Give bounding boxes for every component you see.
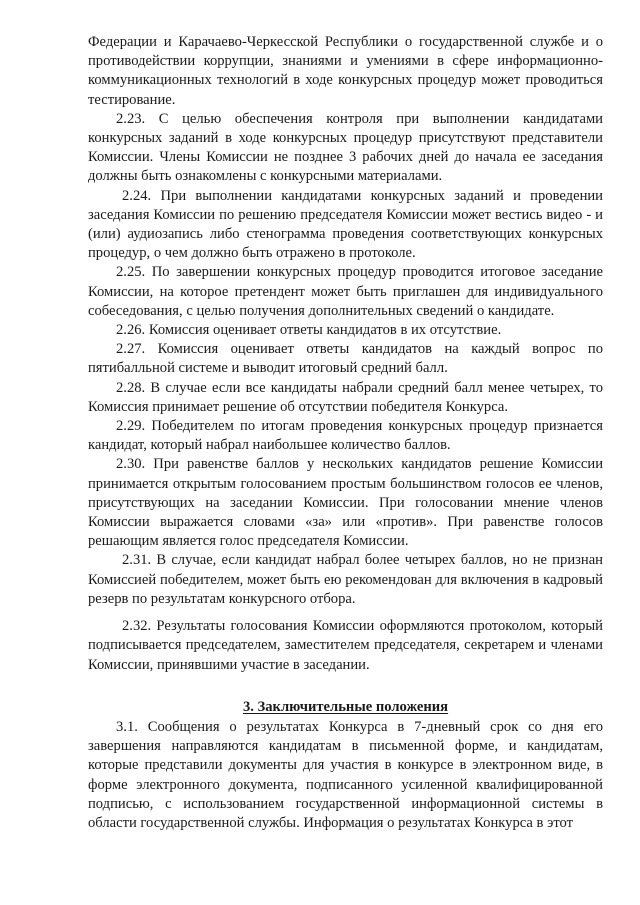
paragraph-2-32: 2.32. Результаты голосования Комиссии оформляются протоколом, который подписывается председателем, заместителем председателя, секретарем и членами Комиссии, принявшими участие в заседании.	[88, 618, 603, 673]
paragraph-continuation: Федерации и Карачаево-Черкесской Республики о государственной службе и о противодействии коррупции, знаниями и умениями в сфере информационно-коммуникационных технологий в ходе конкурсных процедур может проводиться тестирование.	[88, 34, 603, 108]
paragraph-3-1: 3.1. Сообщения о результатах Конкурса в 7-дневный срок со дня его завершения направляются кандидатам в письменной форме, и кандидатам, которые представили документы для участия в конкурсе в электронном виде, в форме электронного документа, подписанного усиленной квалифицированной подписью, с использованием государственной информационной системы в области государственной службы. Информация о результатах Конкурса в этот	[88, 718, 603, 831]
paragraph-2-26: 2.26. Комиссия оценивает ответы кандидатов в их отсутствие.	[116, 322, 502, 339]
paragraph-2-29: 2.29. Победителем по итогам проведения конкурсных процедур признается кандидат, который набрал наибольшее количество баллов.	[88, 418, 603, 454]
paragraph-2-31: 2.31. В случае, если кандидат набрал более четырех баллов, но не признан Комиссией победителем, может быть ею рекомендован для включения в кадровый резерв по результатам конкурсного отбора.	[88, 552, 603, 607]
section-heading: 3. Заключительные положения	[242, 698, 449, 715]
paragraph-2-24: 2.24. При выполнении кандидатами конкурсных заданий и проведении заседания Комиссии по решению председателя Комиссии может вестись видео - и (или) аудиозапись либо стенограмма проведения соответствующих конкурсных процедур, о чем должно быть отражено в протоколе.	[88, 187, 603, 262]
paragraph-2-27: 2.27. Комиссия оценивает ответы кандидатов на каждый вопрос по пятибалльной системе и выводит итоговый средний балл.	[88, 341, 603, 377]
document-page	[88, 33, 603, 833]
paragraph-2-30: 2.30. При равенстве баллов у нескольких кандидатов решение Комиссии принимается открытым голосованием простым большинством голосов ее членов, присутствующих на заседании Комиссии. При голосовании мнение членов Комиссии выражается словами «за» или «против». При равенстве голосов решающим является голос председателя Комиссии.	[88, 456, 603, 550]
paragraph-2-25: 2.25. По завершении конкурсных процедур проводится итоговое заседание Комиссии, на которое претендент может быть приглашен для индивидуального собеседования, с целью получения дополнительных сведений о кандидате.	[88, 264, 603, 319]
paragraph-2-23: 2.23. С целью обеспечения контроля при выполнении кандидатами конкурсных заданий в ходе конкурсных процедур присутствуют представители Комиссии. Члены Комиссии не позднее 3 рабочих дней до начала ее заседания должны быть ознакомлены с конкурсными материалами.	[88, 110, 603, 185]
paragraph-2-28: 2.28. В случае если все кандидаты набрали средний балл менее четырех, то Комиссия принимает решение об отсутствии победителя Конкурса.	[88, 379, 603, 415]
